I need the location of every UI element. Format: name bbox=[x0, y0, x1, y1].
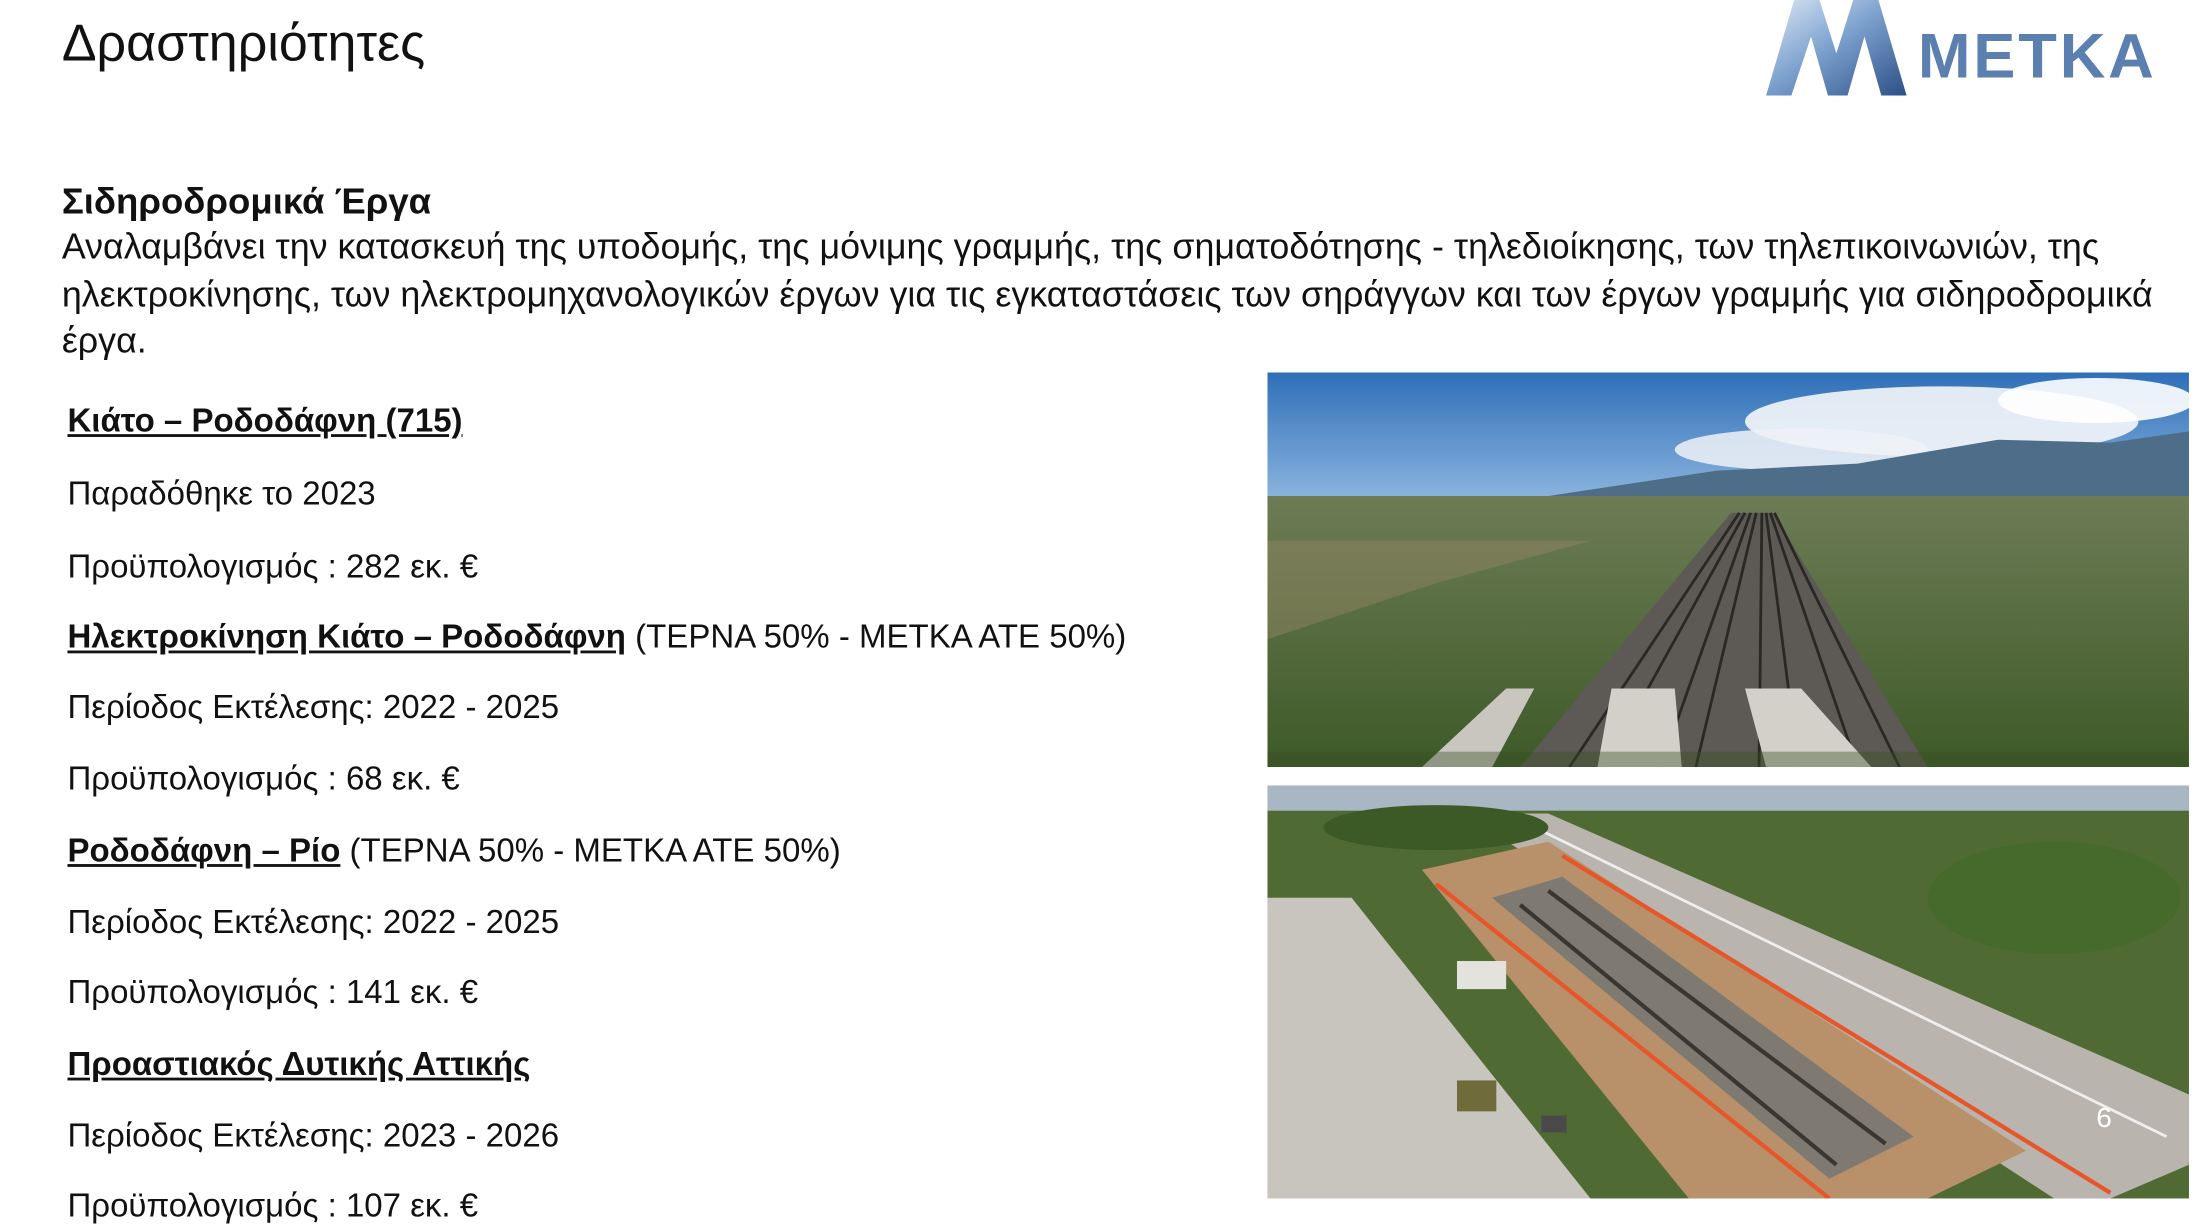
project-title: Ροδοδάφνη – Ρίο (ΤΕΡΝΑ 50% - ΜΕΤΚΑ ΑΤΕ 50%) bbox=[67, 831, 841, 869]
section-intro: Αναλαμβάνει την κατασκευή της υποδομής, της μόνιμης γραμμής, της σηματοδότησης - τηλεδιοίκησης, των τηλεπικοινωνιών, της ηλεκτροκίνησης, των ηλεκτρομηχανολογικών έργων για τις εγκαταστάσεις των σηράγγων και των έργων γραμμής για σιδηροδρομικά έργα. bbox=[61, 227, 2153, 362]
project-budget: Προϋπολογισμός : 141 εκ. € bbox=[67, 973, 479, 1011]
project-title: Κιάτο – Ροδοδάφνη (715) bbox=[67, 401, 463, 439]
project-budget: Προϋπολογισμός : 68 εκ. € bbox=[67, 760, 460, 797]
page-number: 6 bbox=[2096, 1102, 2112, 1134]
project-detail: Περίοδος Εκτέλεσης: 2022 - 2025 bbox=[67, 688, 560, 725]
project-title: Ηλεκτροκίνηση Κιάτο – Ροδοδάφνη (ΤΕΡΝΑ 50% - ΜΕΤΚΑ ΑΤΕ 50%) bbox=[67, 618, 1127, 655]
metka-logo-mark bbox=[1763, 0, 1932, 98]
project-budget: Προϋπολογισμός : 282 εκ. € bbox=[67, 547, 479, 585]
project-detail: Περίοδος Εκτέλεσης: 2022 - 2025 bbox=[67, 903, 560, 940]
construction-site-photo bbox=[1267, 785, 2189, 1198]
project-detail: Παραδόθηκε το 2023 bbox=[67, 474, 376, 512]
slide-title: Δραστηριότητες bbox=[61, 14, 426, 72]
logo-text: METKA bbox=[1917, 19, 2157, 92]
project-title: Προαστιακός Δυτικής Αττικής bbox=[67, 1045, 531, 1082]
section-heading: Σιδηροδρομικά Έργα bbox=[61, 179, 432, 222]
project-detail: Περίοδος Εκτέλεσης: 2023 - 2026 bbox=[67, 1116, 560, 1154]
railway-aerial-photo bbox=[1267, 372, 2189, 767]
project-budget: Προϋπολογισμός : 107 εκ. € bbox=[67, 1187, 479, 1224]
